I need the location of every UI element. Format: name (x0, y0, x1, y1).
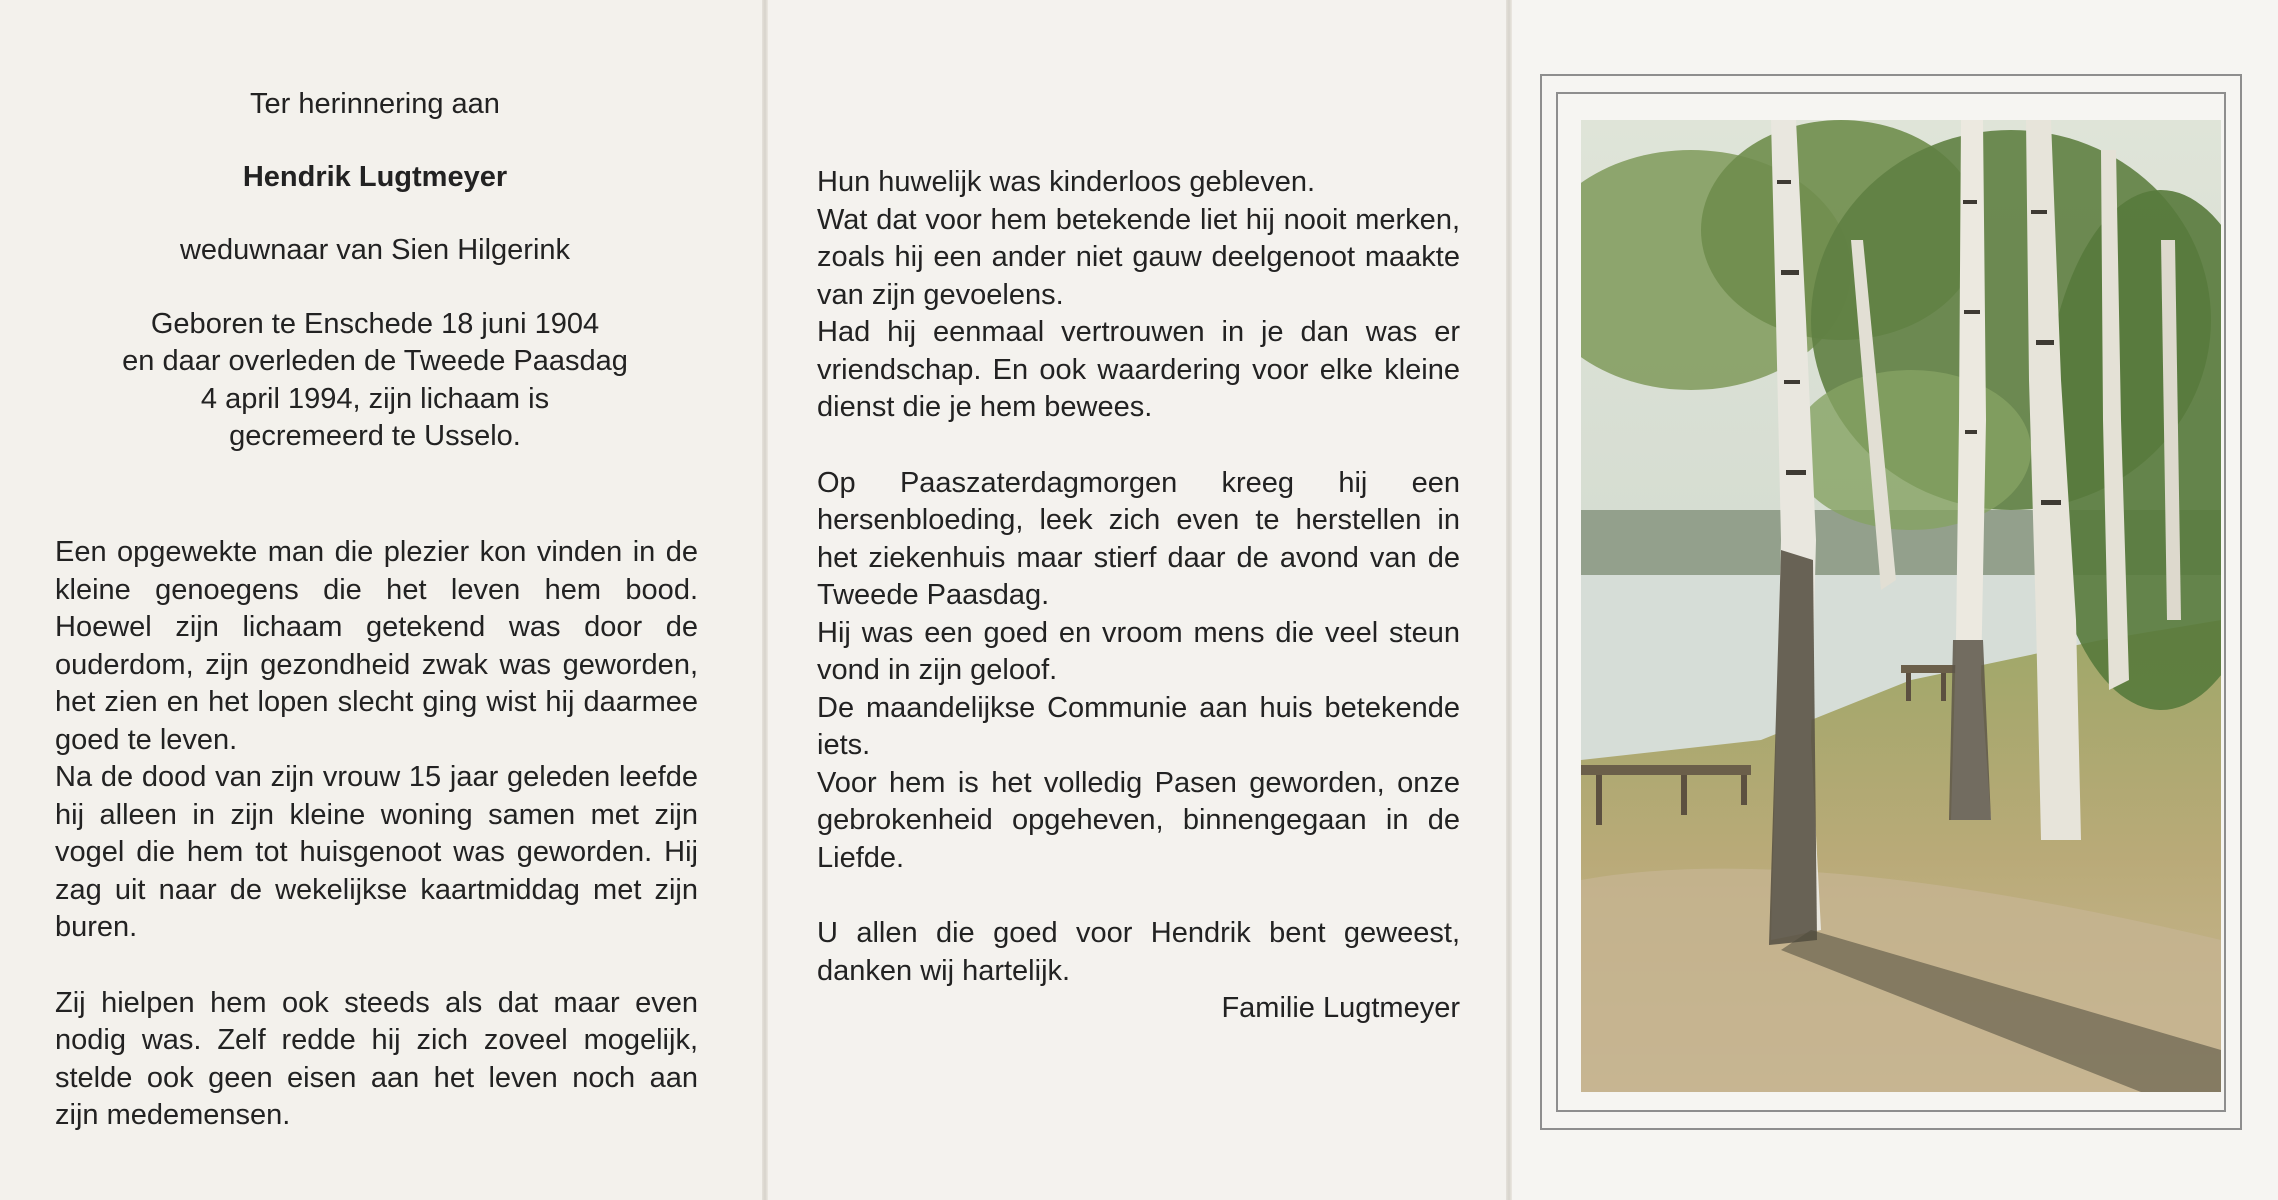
deceased-name: Hendrik Lugtmeyer (242, 160, 508, 193)
paragraph: Wat dat voor hem betekende liet hij nooit merken, zoals hij een ander niet gauw deelgenoot maakte van zijn gevoelens. (817, 203, 1460, 311)
paragraph: Een opgewekte man die plezier kon vinden in de kleine genoegens die het leven hem bood. Hoewel zijn lichaam getekend was door de ouderdom, zijn gezondheid zwak was geworden, het zien en het lopen slecht ging wist hij daarmee goed te leven. (55, 536, 698, 756)
birth-death-line: gecremeerd te Usselo. (229, 420, 521, 452)
fold-line (1506, 0, 1512, 1200)
paragraph: Had hij eenmaal vertrouwen in je dan was er vriendschap. En ook waardering voor elke kleine dienst die je hem bewees. (817, 316, 1460, 423)
fold-line (762, 0, 768, 1200)
paragraph: Zij hielpen hem ook steeds als dat maar even nodig was. Zelf redde hij zich zoveel mogelijk, stelde ook geen eisen aan het leven noch aan zijn medemensen. (55, 986, 698, 1131)
memorial-label: Ter herinnering aan (250, 88, 500, 120)
birth-death-line: Geboren te Enschede 18 juni 1904 (150, 307, 600, 340)
paragraph: Hij was een goed en vroom mens die veel steun vond in zijn geloof. (817, 616, 1460, 686)
birch-trees-photo (1581, 120, 2221, 1092)
paragraph: Na de dood van zijn vrouw 15 jaar geleden leefde hij alleen in zijn kleine woning samen met zijn vogel die hem tot huisgenoot was geworden. Hij zag uit naar de wekelijkse kaartmiddag met zijn buren. (55, 761, 698, 943)
paragraph: De maandelijkse Communie aan huis betekende iets. (817, 691, 1460, 761)
paragraph: Voor hem is het volledig Pasen geworden, onze gebrokenheid opgeheven, binnengegaan in de Liefde. (817, 766, 1460, 874)
paragraph: Hun huwelijk was kinderloos gebleven. (817, 166, 1316, 198)
signature: Familie Lugtmeyer (1221, 992, 1460, 1024)
middle-body-text (817, 164, 1460, 1028)
memorial-header (60, 86, 690, 456)
birth-death-line: 4 april 1994, zijn lichaam is (200, 382, 550, 415)
paragraph: Op Paaszaterdagmorgen kreeg hij een hersenbloeding, leek zich even te herstellen in het ziekenhuis maar stierf daar de avond van de Tweede Paasdag. (817, 466, 1460, 611)
left-body-text (55, 534, 698, 1135)
widower-line: weduwnaar van Sien Hilgerink (179, 234, 571, 266)
birth-death-line: en daar overleden de Tweede Paasdag (122, 345, 628, 377)
paragraph: U allen die goed voor Hendrik bent geweest, danken wij hartelijk. (817, 917, 1460, 987)
